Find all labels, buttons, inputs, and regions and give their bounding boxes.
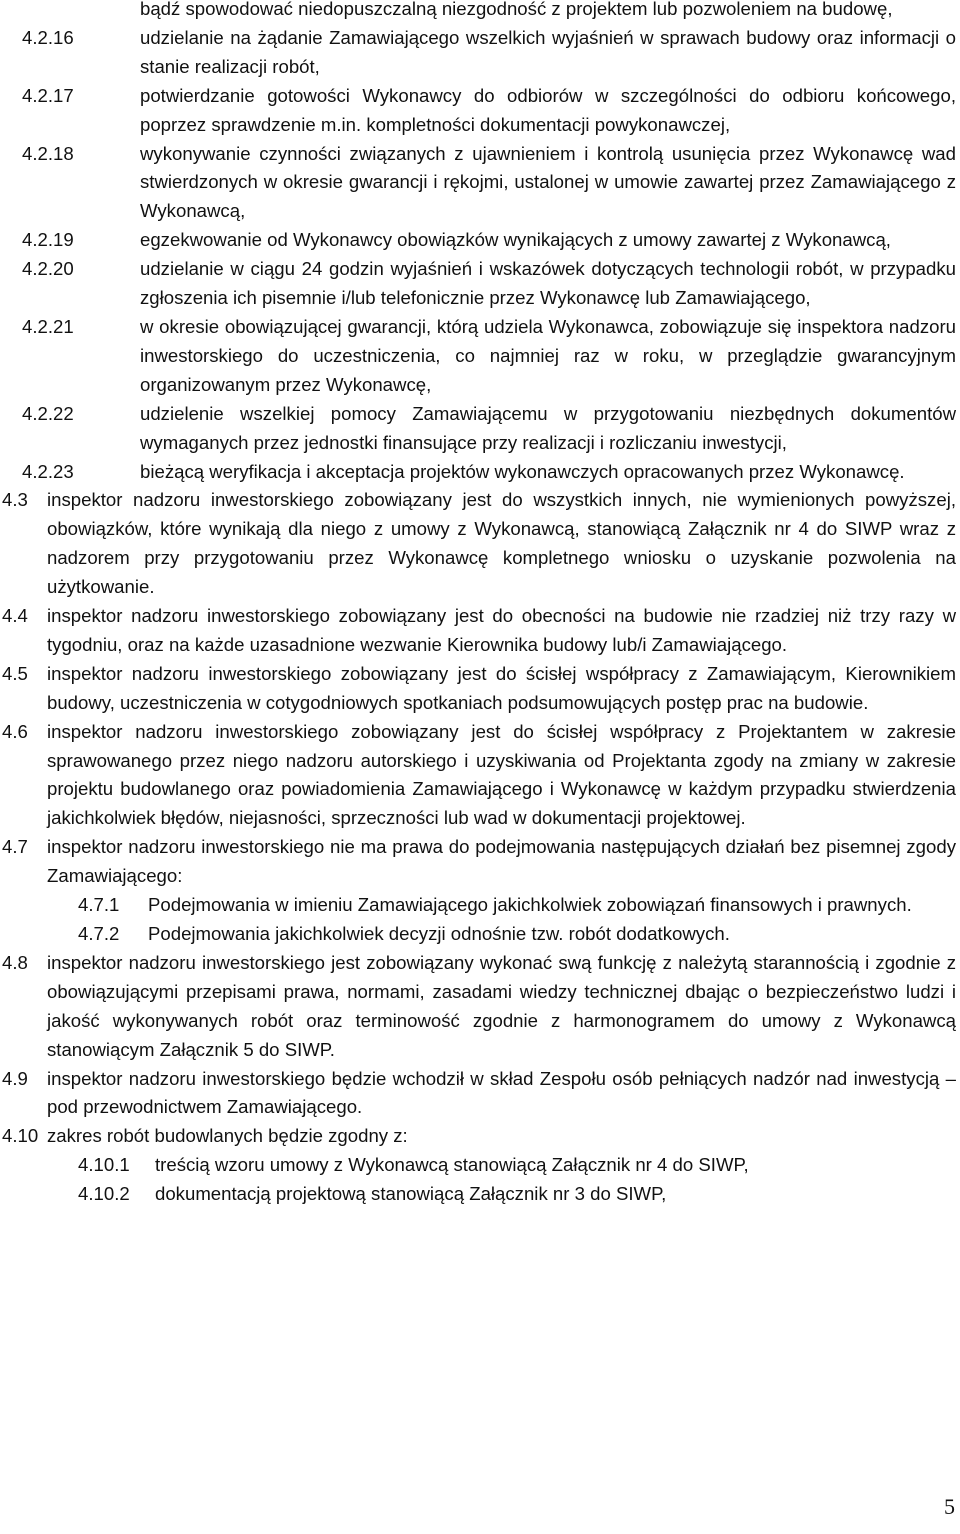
- item-number: 4.2.23: [22, 460, 74, 482]
- list-item-4-2-16: [0, 24, 956, 82]
- section-text: inspektor nadzoru inwestorskiego zobowiązany jest do obecności na budowie nie rzadziej niż trzy razy w tygodniu, oraz na każde uzasadnione wezwanie Kierownika budowy lub/i Zamawiającego.: [47, 605, 956, 655]
- item-number: 4.2.19: [22, 229, 74, 251]
- item-number: 4.2.21: [22, 315, 74, 337]
- section-number: 4.6: [2, 720, 28, 742]
- section-number: 4.10: [2, 1125, 39, 1147]
- subsection-number: 4.10.2: [78, 1183, 130, 1205]
- section-text: inspektor nadzoru inwestorskiego zobowiązany jest do ścisłej współpracy z Projektantem w zakresie sprawowanego przez niego nadzoru autorskiego i uzyskiwania od Projektanta zgody na zmiany w zakresie projektu budowlanego oraz powiadomienia Zamawiającego i Wykonawcę w każdym przypadku stwierdzenia jakichkolwiek błędów, niejasności, sprzeczności lub wad w dokumentacji projektowej.: [47, 720, 956, 829]
- item-number: 4.2.22: [22, 402, 74, 424]
- list-item-4-2-17: [0, 82, 956, 140]
- subsection-4-10-2: [0, 1180, 956, 1209]
- section-4-5: [0, 660, 956, 718]
- subsection-4-7-1: [0, 891, 956, 920]
- section-4-10: [0, 1122, 956, 1151]
- subsection-4-10-1: [0, 1151, 956, 1180]
- item-text: egzekwowanie od Wykonawcy obowiązków wynikających z umowy zawartej z Wykonawcą,: [140, 229, 891, 251]
- list-item-4-2-22: [0, 400, 956, 458]
- subsection-text: treścią wzoru umowy z Wykonawcą stanowiącą Załącznik nr 4 do SIWP,: [155, 1154, 749, 1176]
- subsection-4-7-2: [0, 920, 956, 949]
- section-text: inspektor nadzoru inwestorskiego będzie wchodził w skład Zespołu osób pełniących nadzór nad inwestycją – pod przewodnictwem Zamawiającego.: [47, 1067, 956, 1118]
- item-text: wykonywanie czynności związanych z ujawnieniem i kontrolą usunięcia przez Wykonawcę wad stwierdzonych w okresie gwarancji i rękojmi, ustalonej w umowie zawartej przez Zamawiającego z Wykonawcą,: [140, 142, 956, 222]
- subsection-text: dokumentacją projektową stanowiącą Załącznik nr 3 do SIWP,: [155, 1183, 667, 1205]
- list-item-4-2-20: [0, 255, 956, 313]
- section-4-6: [0, 718, 956, 834]
- section-text: inspektor nadzoru inwestorskiego nie ma prawa do podejmowania następujących działań bez pisemnej zgody Zamawiającego:: [47, 836, 956, 887]
- section-4-3: [0, 486, 956, 602]
- subsection-number: 4.7.2: [78, 923, 120, 944]
- section-number: 4.8: [2, 951, 28, 973]
- item-number: 4.2.16: [22, 26, 74, 48]
- section-number: 4.7: [2, 836, 28, 858]
- item-text: potwierdzanie gotowości Wykonawcy do odbiorów w szczególności do odbioru końcowego, poprzez sprawdzenie m.in. kompletności dokumentacji powykonawczej,: [140, 84, 956, 135]
- list-item-4-2-18: [0, 140, 956, 227]
- item-text: bieżącą weryfikacja i akceptacja projektów wykonawczych opracowanych przez Wykonawcę.: [140, 460, 905, 482]
- section-text: inspektor nadzoru inwestorskiego zobowiązany jest do ścisłej współpracy z Zamawiającym, Kierownikiem budowy, uczestniczenia w cotygodniowych spotkaniach podsumowujących postęp prac na budowie.: [47, 662, 956, 713]
- subsection-text: Podejmowania w imieniu Zamawiającego jakichkolwiek zobowiązań finansowych i prawnych.: [148, 894, 912, 916]
- list-item-4-2-23: [0, 458, 956, 487]
- section-text: inspektor nadzoru inwestorskiego jest zobowiązany wykonać swą funkcję z należytą starannością i zgodnie z obowiązującymi przepisami prawa, normami, zasadami wiedzy technicznej dbając o bezpieczeństwo ludzi i jakość wykonywanych robót oraz terminowość zgodnie z harmonogramem do umowy z Wykonawcą stanowiącym Załącznik 5 do SIWP.: [47, 951, 956, 1060]
- section-text: zakres robót budowlanych będzie zgodny z:: [47, 1125, 408, 1147]
- section-4-8: [0, 949, 956, 1065]
- item-text: udzielenie wszelkiej pomocy Zamawiającemu w przygotowaniu niezbędnych dokumentów wymaganych przez jednostki finansujące przy realizacji i rozliczaniu inwestycji,: [140, 402, 956, 453]
- lead-paragraph: [0, 0, 956, 24]
- section-number: 4.4: [2, 605, 28, 627]
- list-item-4-2-19: [0, 226, 956, 255]
- section-number: 4.9: [2, 1067, 28, 1089]
- section-number: 4.3: [2, 489, 28, 511]
- subsection-number: 4.10.1: [78, 1154, 130, 1176]
- subsection-text: Podejmowania jakichkolwiek decyzji odnośnie tzw. robót dodatkowych.: [148, 923, 730, 944]
- item-text: udzielanie w ciągu 24 godzin wyjaśnień i wskazówek dotyczących technologii robót, w przypadku zgłoszenia ich pisemnie i/lub telefonicznie przez Wykonawcę lub Zamawiającego,: [140, 258, 956, 309]
- item-text: w okresie obowiązującej gwarancji, którą udziela Wykonawca, zobowiązuje się inspektora nadzoru inwestorskiego do uczestniczenia, co najmniej raz w roku, w przeglądzie gwarancyjnym organizowanym przez Wykonawcę,: [140, 315, 956, 395]
- section-number: 4.5: [2, 662, 28, 684]
- section-text: inspektor nadzoru inwestorskiego zobowiązany jest do wszystkich innych, nie wymienionych powyższej, obowiązków, które wynikają dla niego z umowy z Wykonawcą, stanowiącą Załącznik nr 4 do SIWP wraz z nadzorem przy przygotowaniu przez Wykonawcę kompletnego wniosku o uzyskanie pozwolenia na użytkowanie.: [47, 489, 956, 598]
- section-4-9: [0, 1065, 956, 1123]
- page-number: 5: [944, 1494, 955, 1520]
- section-4-7: [0, 833, 956, 891]
- section-4-4: [0, 602, 956, 660]
- item-number: 4.2.18: [22, 142, 74, 164]
- item-number: 4.2.17: [22, 84, 74, 106]
- item-number: 4.2.20: [22, 258, 74, 280]
- list-item-4-2-21: [0, 313, 956, 400]
- item-text: udzielanie na żądanie Zamawiającego wszelkich wyjaśnień w sprawach budowy oraz informacji o stanie realizacji robót,: [140, 26, 956, 77]
- lead-text: bądź spowodować niedopuszczalną niezgodność z projektem lub pozwoleniem na budowę,: [140, 0, 893, 19]
- subsection-number: 4.7.1: [78, 894, 120, 916]
